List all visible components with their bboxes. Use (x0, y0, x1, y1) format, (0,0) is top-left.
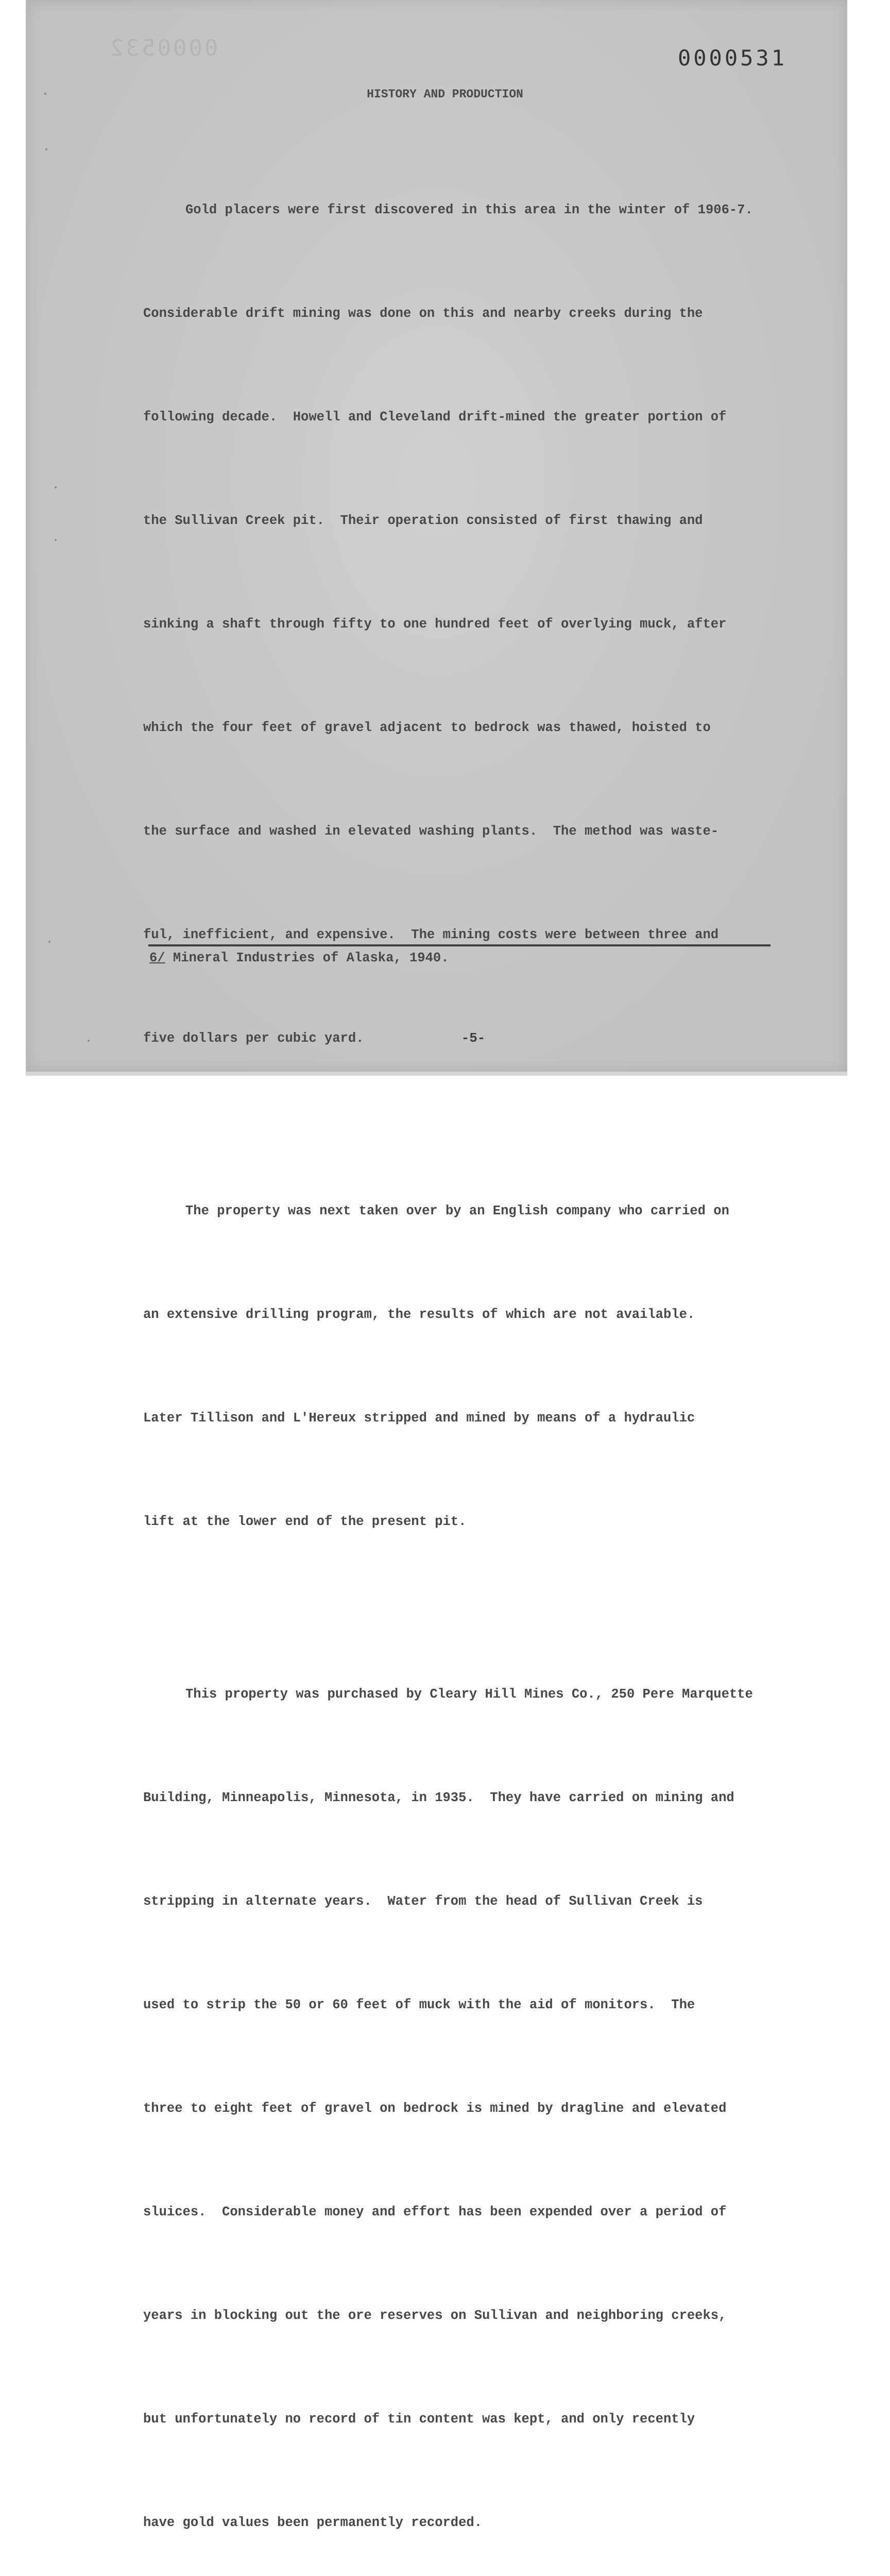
document-id-number: 0000531 (677, 45, 787, 71)
scan-speck (55, 539, 57, 541)
paragraph-1 (143, 124, 818, 1125)
text-line: five dollars per cubic yard. (143, 1031, 364, 1046)
text-line: have gold values been permanently recorded. (143, 2515, 483, 2530)
text-line: Considerable drift mining was done on this and nearby creeks during the (143, 306, 703, 321)
text-line: the Sullivan Creek pit. Their operation consisted of first thawing and (143, 513, 703, 528)
footnote-rule (148, 944, 771, 946)
text-line: sluices. Considerable money and effort has been expended over a period of (143, 2205, 727, 2219)
bleed-through-number: 0000532 (108, 35, 218, 61)
text-line: ful, inefficient, and expensive. The mining costs were between three and (143, 927, 719, 942)
text-line: but unfortunately no record of tin content was kept, and only recently (143, 2412, 695, 2427)
footnote-mark: 6/ (149, 951, 165, 965)
page-number: -5- (461, 1030, 486, 1046)
text-line: The property was next taken over by an English company who carried on (185, 1204, 729, 1218)
text-line: used to strip the 50 or 60 feet of muck with the aid of monitors. The (143, 1997, 695, 2012)
scan-speck (48, 941, 50, 943)
page-left-edge (26, 0, 28, 1072)
text-line: lift at the lower end of the present pit. (143, 1514, 467, 1529)
text-line: stripping in alternate years. Water from the head of Sullivan Creek is (143, 1894, 703, 1909)
scan-speck (55, 486, 57, 488)
text-line: following decade. Howell and Cleveland drift-mined the greater portion of (143, 410, 727, 425)
text-line: an extensive drilling program, the results of which are not available. (143, 1307, 695, 1322)
paragraph-2 (143, 1125, 818, 1608)
text-line: which the four feet of gravel adjacent to bedrock was thawed, hoisted to (143, 720, 711, 735)
text-line: the surface and washed in elevated washing plants. The method was waste- (143, 824, 719, 839)
footnote (149, 951, 449, 965)
scan-speck (45, 148, 47, 150)
text-line: sinking a shaft through fifty to one hundred feet of overlying muck, after (143, 617, 727, 632)
scan-speck (44, 93, 46, 95)
text-line: years in blocking out the ore reserves on Sullivan and neighboring creeks, (143, 2308, 727, 2323)
scan-speck (88, 1040, 90, 1042)
section-heading: HISTORY AND PRODUCTION (367, 88, 523, 101)
footnote-text: Mineral Industries of Alaska, 1940. (165, 951, 449, 965)
text-line: Later Tillison and L'Hereux stripped and mined by means of a hydraulic (143, 1411, 695, 1426)
text-line: This property was purchased by Cleary Hill Mines Co., 250 Pere Marquette (185, 1687, 753, 1702)
text-line: Building, Minneapolis, Minnesota, in 1935. They have carried on mining and (143, 1790, 734, 1805)
body-text (143, 124, 818, 2576)
text-line: Gold placers were first discovered in this area in the winter of 1906-7. (185, 202, 753, 217)
paragraph-3 (143, 1608, 818, 2576)
text-line: three to eight feet of gravel on bedrock is mined by dragline and elevated (143, 2101, 727, 2116)
